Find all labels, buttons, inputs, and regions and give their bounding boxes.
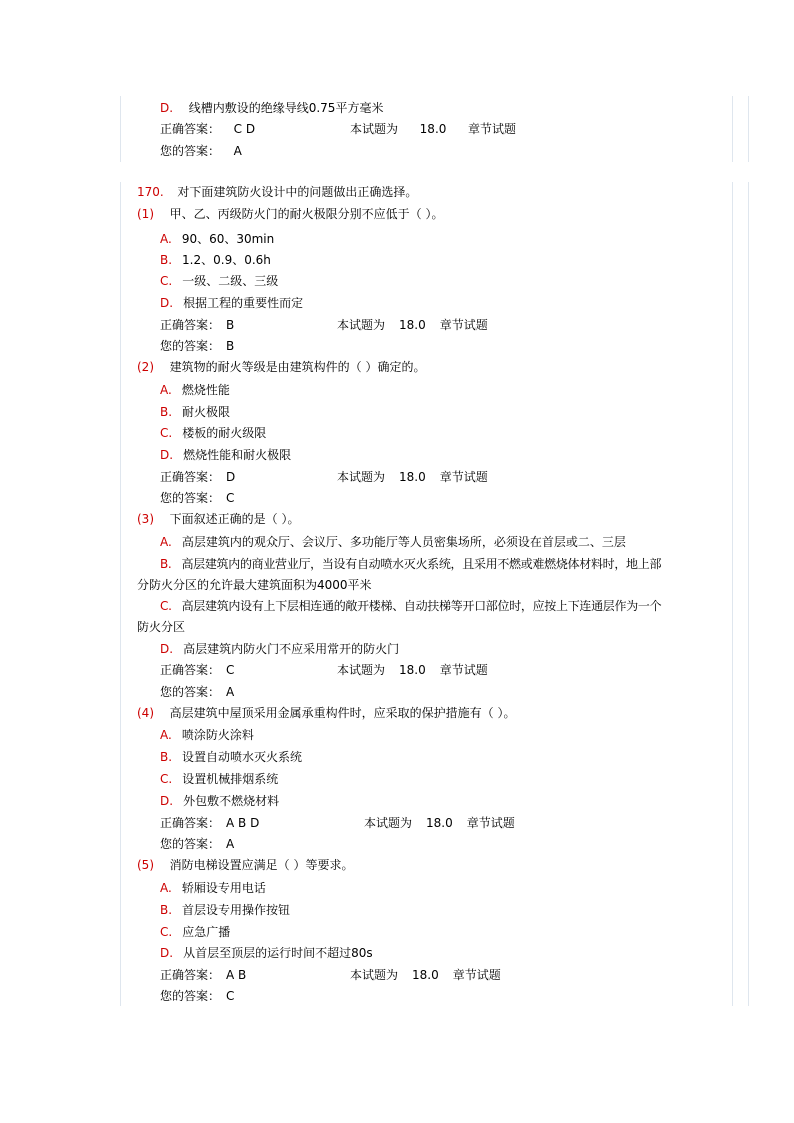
score-label: 本试题为 xyxy=(337,318,386,332)
correct-value: C xyxy=(226,663,235,677)
sub1-option-b xyxy=(160,252,271,268)
sub4-option-b xyxy=(160,749,302,765)
option-label: D. xyxy=(160,101,174,115)
sub-question-2 xyxy=(137,359,425,375)
score-label: 本试题为 xyxy=(364,816,413,830)
sub2-option-d xyxy=(160,447,291,463)
sub-stem: 高层建筑中屋顶采用金属承重构件时，应采取的保护措施有（ ）。 xyxy=(169,706,516,720)
frame-left-line xyxy=(120,182,121,1006)
score-label: 本试题为 xyxy=(350,968,399,982)
sub3-option-b-cont xyxy=(137,577,372,593)
score-label: 本试题为 xyxy=(337,470,386,484)
frame-right-line-top-outer xyxy=(748,96,749,162)
option-text: 一级、二级、三级 xyxy=(182,274,279,288)
score-value: 18.0 xyxy=(399,470,426,484)
option-text: 从首层至顶层的运行时间不超过80s xyxy=(183,946,373,960)
option-text: 燃烧性能 xyxy=(181,383,230,397)
question-stem: 对下面建筑防火设计中的问题做出正确选择。 xyxy=(177,185,418,199)
your-answer-value: C xyxy=(226,491,235,505)
chapter-label: 章节试题 xyxy=(466,816,515,830)
sub2-correct-row xyxy=(160,469,235,485)
option-text-continued: 分防火分区的允许最大建筑面积为4000平米 xyxy=(137,578,372,592)
correct-label: 正确答案： xyxy=(160,122,221,136)
sub3-score xyxy=(337,662,488,678)
chapter-label: 章节试题 xyxy=(439,470,488,484)
option-text: 根据工程的重要性而定 xyxy=(183,296,304,310)
sub1-option-a xyxy=(160,231,274,247)
sub1-your-row xyxy=(160,338,234,354)
score-label: 本试题为 xyxy=(350,122,399,136)
sub2-option-a xyxy=(160,382,230,398)
option-label: A. xyxy=(160,535,172,549)
sub5-your-row xyxy=(160,988,234,1004)
sub-question-1 xyxy=(137,206,443,222)
option-label: C. xyxy=(160,925,173,939)
sub2-option-b xyxy=(160,404,230,420)
sub2-score xyxy=(337,469,488,485)
sub5-correct-row xyxy=(160,967,246,983)
option-label: A. xyxy=(160,881,172,895)
option-label: C. xyxy=(160,274,173,288)
sub1-option-c xyxy=(160,273,278,289)
option-label: C. xyxy=(160,772,173,786)
correct-label: 正确答案： xyxy=(160,968,221,982)
option-label: A. xyxy=(160,728,172,742)
your-answer-label: 您的答案： xyxy=(160,989,221,1003)
sub3-option-a xyxy=(160,534,626,550)
sub4-score xyxy=(364,815,515,831)
option-text: 应急广播 xyxy=(182,925,231,939)
sub4-your-row xyxy=(160,836,234,852)
frame-right-line xyxy=(732,182,733,1006)
option-text: 楼板的耐火级限 xyxy=(182,426,267,440)
prev-your-answer-row xyxy=(160,143,242,159)
sub1-score xyxy=(337,317,488,333)
score-value: 18.0 xyxy=(399,663,426,677)
sub5-option-c xyxy=(160,924,230,940)
sub-question-3 xyxy=(137,511,299,527)
sub3-option-c-cont xyxy=(137,619,185,635)
sub2-option-c xyxy=(160,425,266,441)
sub2-your-row xyxy=(160,490,234,506)
chapter-label: 章节试题 xyxy=(468,122,517,136)
sub5-option-b xyxy=(160,902,290,918)
sub1-option-d xyxy=(160,295,303,311)
correct-label: 正确答案： xyxy=(160,470,221,484)
sub-stem: 建筑物的耐火等级是由建筑构件的（ ）确定的。 xyxy=(169,360,426,374)
sub3-option-c xyxy=(160,598,661,614)
option-label: D. xyxy=(160,642,174,656)
option-text: 高层建筑内的观众厅、会议厅、多功能厅等人员密集场所，必须设在首层或二、三层 xyxy=(181,535,626,549)
sub5-score xyxy=(350,967,501,983)
option-label: B. xyxy=(160,557,172,571)
your-answer-label: 您的答案： xyxy=(160,837,221,851)
sub4-option-a xyxy=(160,727,254,743)
correct-value: C D xyxy=(233,122,256,136)
sub-question-4 xyxy=(137,705,515,721)
chapter-label: 章节试题 xyxy=(439,318,488,332)
option-text: 耐火极限 xyxy=(182,405,231,419)
your-answer-value: B xyxy=(226,339,235,353)
sub-number: (5) xyxy=(137,858,154,872)
sub4-correct-row xyxy=(160,815,259,831)
option-text: 燃烧性能和耐火极限 xyxy=(183,448,292,462)
correct-value: A B xyxy=(226,968,247,982)
prev-score xyxy=(350,121,516,137)
sub-stem: 下面叙述正确的是（ ）。 xyxy=(169,512,300,526)
your-answer-value: A xyxy=(226,685,235,699)
sub4-option-c xyxy=(160,771,278,787)
option-label: A. xyxy=(160,383,172,397)
score-value: 18.0 xyxy=(419,122,447,136)
chapter-label: 章节试题 xyxy=(439,663,488,677)
frame-right-line-top xyxy=(732,96,733,162)
option-text: 1.2、0.9、0.6h xyxy=(182,253,271,267)
sub3-your-row xyxy=(160,684,234,700)
your-answer-value: C xyxy=(226,989,235,1003)
option-text: 外包敷不燃烧材料 xyxy=(183,794,280,808)
correct-label: 正确答案： xyxy=(160,318,221,332)
sub5-option-d xyxy=(160,945,373,961)
option-label: B. xyxy=(160,750,173,764)
sub-stem: 消防电梯设置应满足（ ）等要求。 xyxy=(169,858,354,872)
option-text: 90、60、30min xyxy=(181,232,275,246)
your-answer-label: 您的答案： xyxy=(160,491,221,505)
correct-label: 正确答案： xyxy=(160,663,221,677)
sub5-option-a xyxy=(160,880,266,896)
your-answer-label: 您的答案： xyxy=(160,685,221,699)
question-170-stem xyxy=(137,184,417,200)
option-label: B. xyxy=(160,903,173,917)
option-label: C. xyxy=(160,426,173,440)
sub-number: (1) xyxy=(137,207,154,221)
prev-correct-answer-row xyxy=(160,121,255,137)
your-answer-label: 您的答案： xyxy=(160,144,221,158)
option-text-continued: 防火分区 xyxy=(137,620,186,634)
sub1-correct-row xyxy=(160,317,234,333)
score-value: 18.0 xyxy=(426,816,453,830)
option-label: B. xyxy=(160,405,173,419)
option-text: 设置机械排烟系统 xyxy=(182,772,279,786)
option-label: A. xyxy=(160,232,172,246)
correct-value: A B D xyxy=(226,816,260,830)
sub-stem: 甲、乙、丙级防火门的耐火极限分别不应低于（ ）。 xyxy=(169,207,444,221)
option-label: D. xyxy=(160,794,174,808)
your-answer-value: A xyxy=(226,837,235,851)
score-value: 18.0 xyxy=(412,968,439,982)
score-value: 18.0 xyxy=(399,318,426,332)
sub3-correct-row xyxy=(160,662,234,678)
your-answer-value: A xyxy=(233,144,242,158)
question-number: 170. xyxy=(137,185,164,199)
prev-option-d xyxy=(160,100,383,116)
sub3-option-b xyxy=(160,556,661,572)
sub-question-5 xyxy=(137,857,353,873)
correct-value: B xyxy=(226,318,235,332)
frame-right-line-outer xyxy=(748,182,749,1006)
option-text: 喷涂防火涂料 xyxy=(181,728,254,742)
option-label: C. xyxy=(160,599,172,613)
option-text: 设置自动喷水灭火系统 xyxy=(182,750,303,764)
your-answer-label: 您的答案： xyxy=(160,339,221,353)
option-text: 轿厢设专用电话 xyxy=(181,881,266,895)
correct-label: 正确答案： xyxy=(160,816,221,830)
option-label: D. xyxy=(160,296,174,310)
sub4-option-d xyxy=(160,793,279,809)
frame-left-line-top xyxy=(120,96,121,162)
sub-number: (2) xyxy=(137,360,154,374)
option-text: 高层建筑内防火门不应采用常开的防火门 xyxy=(183,642,400,656)
chapter-label: 章节试题 xyxy=(452,968,501,982)
option-text: 高层建筑内设有上下层相连通的敞开楼梯、自动扶梯等开口部位时，应按上下连通层作为一个 xyxy=(181,599,662,613)
sub3-option-d xyxy=(160,641,399,657)
option-text: 线槽内敷设的绝缘导线0.75平方毫米 xyxy=(188,101,384,115)
correct-value: D xyxy=(226,470,236,484)
option-label: B. xyxy=(160,253,173,267)
option-label: D. xyxy=(160,448,174,462)
sub-number: (3) xyxy=(137,512,154,526)
option-text: 首层设专用操作按钮 xyxy=(182,903,291,917)
score-label: 本试题为 xyxy=(337,663,386,677)
option-label: D. xyxy=(160,946,174,960)
sub-number: (4) xyxy=(137,706,154,720)
option-text: 高层建筑内的商业营业厅，当设有自动喷水灭火系统，且采用不燃或难燃烧体材料时，地上部 xyxy=(181,557,662,571)
